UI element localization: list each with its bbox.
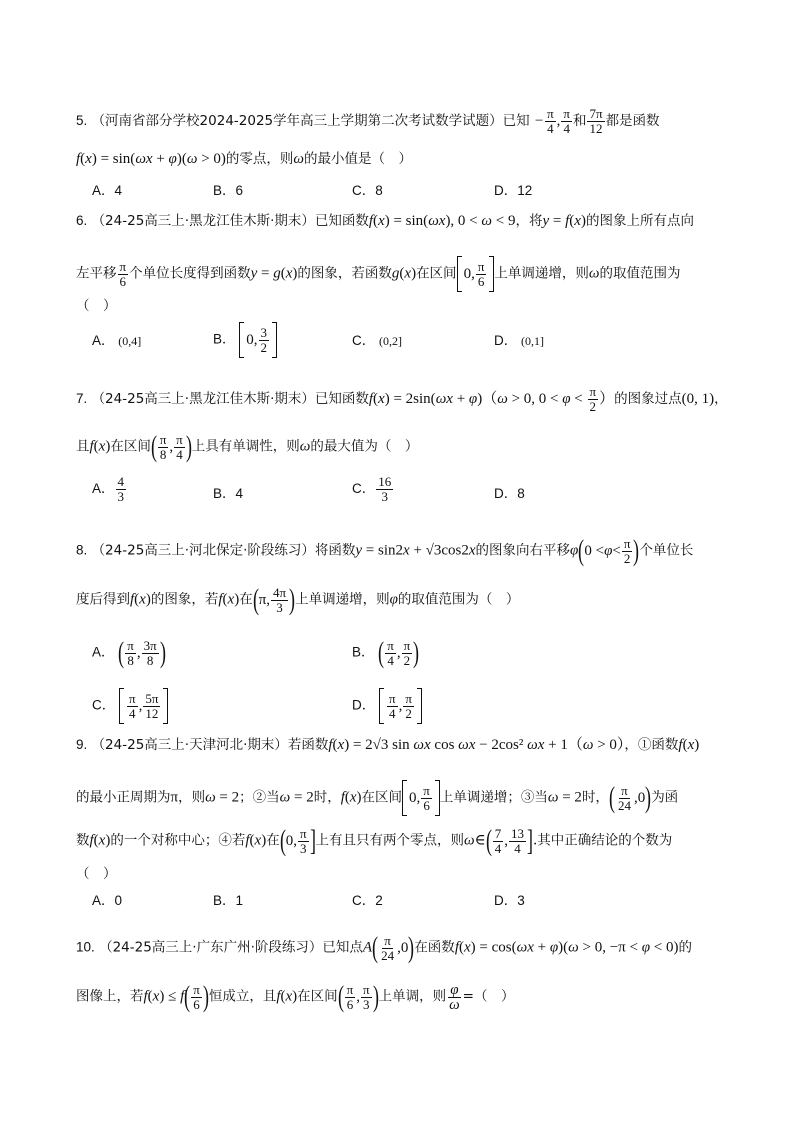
q9-text: 若函数 <box>287 737 329 753</box>
q9-option-a[interactable]: A．0 <box>92 893 123 908</box>
q8-text: 的图象向右平移 <box>475 542 571 559</box>
q10-number: 10. <box>76 939 95 955</box>
q8-text: 上单调递增，则 <box>295 591 390 608</box>
q5-frac-3: $\frac{7\pi}{12}$ <box>589 106 603 136</box>
q8-line-1: 8. （24-25高三上·河北保定·阶段练习）将函数y = sin2x + √3cos2x的图象向右平移φ ( 0 < φ < $\frac{\pi}{2}$ ) 个单位长 <box>76 534 694 567</box>
q8-text: 在 <box>239 591 253 608</box>
q5-line-1: 5. （河南省部分学校2024-2025学年高三上学期第二次考试数学试题）已知 − $\frac{\pi}{4}$ , $\frac{\pi}{4}$ 和 $\frac{7\pi}{12}$ 都是函数 <box>76 106 660 136</box>
q5-number: 5. <box>76 113 88 128</box>
q10-text: 在函数 <box>414 939 455 956</box>
q6-line-1: 6. （24-25高三上·黑龙江佳木斯·期末）已知函数f(x) = sin(ωx), 0 < ω < 9，将y = f(x)的图象上所有点向 <box>76 213 694 229</box>
q5-frac-1: $\frac{\pi}{4}$ <box>547 106 554 136</box>
q8-line-2: 度后得到f(x)的图象，若f(x)在 ( π, $\frac{4\pi}{3}$ ) 上单调递增，则φ的取值范围为（ ） <box>76 583 520 616</box>
q6-line-3 <box>76 295 740 317</box>
q10-source: （24-25高三上·广东广州·阶段练习） <box>99 939 323 956</box>
q6-number: 6. <box>76 213 88 228</box>
q6-option-b[interactable]: B． 0, $\frac{3}{2}$ <box>213 322 277 358</box>
q6-frac-shift: $\frac{\pi}{6}$ <box>119 258 127 289</box>
q7-line-2: 且f(x)在区间 ( $\frac{\pi}{8}$ , $\frac{\pi}{4}$ ) 上具有单调性，则ω的最大值为（ ） <box>76 430 419 463</box>
q9-text: ，则 <box>178 789 206 806</box>
q7-text: 在区间 <box>110 438 151 455</box>
q6-text: 的图象上所有点向 <box>585 213 694 229</box>
q5-text: 的零点，则 <box>225 151 294 167</box>
q9-text: 在区间 <box>361 789 403 806</box>
q7-text: 的图象过点 <box>614 391 682 407</box>
q9-line-4 <box>76 863 740 885</box>
q10-line-1: 10. （24-25高三上·广东广州·阶段练习）已知点A ( $\frac{\pi}{24}$ ,0 ) 在函数f(x) = cos(ωx + φ)(ω > 0, −π < φ < 0)的 <box>76 931 692 964</box>
q9-text: ；②当 <box>239 789 280 806</box>
q8-option-a[interactable]: A． ( $\frac{\pi}{8}$ , $\frac{3\pi}{8}$ ) <box>92 636 166 669</box>
q9-text: 上有且只有两个零点，则 <box>315 832 465 849</box>
q6-option-d[interactable]: D． (0,1] <box>494 333 545 348</box>
q8-text: 个单位长 <box>639 542 694 559</box>
q9-text: 为函 <box>651 789 679 806</box>
q5-frac-2: $\frac{\pi}{4}$ <box>563 106 570 136</box>
q5-option-c[interactable]: C．8 <box>352 183 383 198</box>
q9-text: 上单调递增；③当 <box>439 789 548 806</box>
q9-text: 时， <box>581 789 609 806</box>
q8-source: （24-25高三上·河北保定·阶段练习） <box>91 542 315 559</box>
q7-text: 且 <box>76 438 90 455</box>
q5-formula: f <box>76 151 81 167</box>
q8-option-b[interactable]: B． ( $\frac{\pi}{4}$ , $\frac{\pi}{2}$ ) <box>352 636 420 669</box>
q8-text: 的图象，若 <box>150 591 219 608</box>
q9-text: 的一个对称中心；④若 <box>110 832 246 849</box>
q6-source: （24-25高三上·黑龙江佳木斯·期末） <box>91 213 315 229</box>
q7-option-d[interactable]: D．8 <box>494 486 525 501</box>
q8-text: 度后得到 <box>76 591 130 608</box>
q8-text: 的取值范围为（ ） <box>397 591 520 608</box>
q6-text: 个单位长度得到函数 <box>129 265 251 282</box>
q9-text: ，①函数 <box>624 737 679 753</box>
q5-text: 都是函数 <box>605 113 660 129</box>
q6-interval: 0, $\frac{\pi}{6}$ <box>457 256 495 292</box>
q7-source: （24-25高三上·黑龙江佳木斯·期末） <box>91 391 315 407</box>
q6-line-2: 左平移 $\frac{\pi}{6}$ 个单位长度得到函数y = g(x)的图象，若函数g(x)在区间 0, $\frac{\pi}{6}$ 上单调递增，则ω的取值范围为 <box>76 256 740 292</box>
q9-option-b[interactable]: B．1 <box>213 893 244 908</box>
q6-text: 上单调递增，则 <box>494 265 589 282</box>
q6-text: 在区间 <box>416 265 457 282</box>
q7-option-c[interactable]: C． $\frac{16}{3}$ <box>352 474 392 504</box>
q10-line-2: 图像上，若f(x) ≤ f ( $\frac{\pi}{6}$ ) 恒成立，且f(x)在区间 ( $\frac{\pi}{6}$ , $\frac{\pi}{3}$ ) 上单调，则 $\frac{\varphi}{\omega}$ =（ ） <box>76 980 515 1013</box>
q7-number: 7. <box>76 391 88 406</box>
q9-blank: （ ） <box>76 866 117 882</box>
q5-text: 和 <box>572 113 587 129</box>
q5-source: （河南省部分学校2024-2025学年高三上学期第二次考试数学试题） <box>91 113 503 129</box>
q7-line-1: 7. （24-25高三上·黑龙江佳木斯·期末）已知函数f(x) = 2sin(ωx + φ)（ω > 0, 0 < φ < $\frac{\pi}{2}$ ）的图象过点(0, 1)， <box>76 384 728 414</box>
q5-option-d[interactable]: D．12 <box>494 183 533 198</box>
q5-option-a[interactable]: A．4 <box>92 183 123 198</box>
q9-text: 时， <box>313 789 341 806</box>
q9-text: .其中正确结论的个数为 <box>532 832 673 849</box>
q6-text: 左平移 <box>76 265 117 282</box>
q6-text: 的取值范围为 <box>599 265 681 282</box>
q8-option-d[interactable]: D． $\frac{\pi}{4}$ , $\frac{\pi}{2}$ <box>352 688 422 724</box>
q8-text: 将函数 <box>314 542 356 559</box>
q5-line-2: f(x) = sin(ωx + φ)(ω > 0)的零点，则ω的最小值是（ ） <box>76 151 412 167</box>
q10-text: =（ ） <box>462 988 515 1005</box>
q10-text: 的 <box>678 939 692 956</box>
q9-line-3: 数f(x)的一个对称中心；④若f(x)在 ( 0, $\frac{\pi}{3}$ ] 上有且只有两个零点，则ω∈ ( $\frac{7}{4}$ , $\frac{13}{4}$ ] .其中正确结论的个数为 <box>76 824 673 857</box>
q10-text: 图像上，若 <box>76 988 144 1005</box>
q8-interval: ( π, $\frac{4\pi}{3}$ ) <box>252 583 296 616</box>
q7-text: 上具有单调性，则 <box>191 438 300 455</box>
q7-text: 已知函数 <box>314 391 369 407</box>
q10-text: 已知点 <box>322 939 363 956</box>
q9-number: 9. <box>76 737 88 752</box>
q9-source: （24-25高三上·天津河北·期末） <box>91 737 288 753</box>
q7-text: 的最大值为（ ） <box>310 438 419 455</box>
q9-text: 的最小正周期为 <box>76 789 171 806</box>
q7-option-a[interactable]: A． $\frac{4}{3}$ <box>92 474 125 504</box>
q9-option-c[interactable]: C．2 <box>352 893 383 908</box>
q6-option-a[interactable]: A． (0,4] <box>92 333 142 348</box>
q6-text: ，将 <box>515 213 543 229</box>
q9-option-d[interactable]: D．3 <box>494 893 525 908</box>
q6-blank: （ ） <box>76 298 117 314</box>
q9-line-1: 9. （24-25高三上·天津河北·期末）若函数f(x) = 2√3 sin ωx cos ωx − 2cos² ωx + 1（ω > 0），①函数f(x) <box>76 737 700 753</box>
q8-number: 8. <box>76 542 88 558</box>
q6-text: 的图象，若函数 <box>297 265 392 282</box>
q8-option-c[interactable]: C． $\frac{\pi}{4}$ , $\frac{5\pi}{12}$ <box>92 688 168 724</box>
q7-interval: ( $\frac{\pi}{8}$ , $\frac{\pi}{4}$ ) <box>150 430 192 463</box>
q9-text: 在 <box>266 832 280 849</box>
q5-text: 已知 <box>502 113 530 129</box>
q9-text: 数 <box>76 832 90 849</box>
q6-text: 已知函数 <box>314 213 369 229</box>
q9-line-2: 的最小正周期为π，则ω = 2；②当ω = 2时，f(x)在区间 0, $\frac{\pi}{6}$ 上单调递增；③当ω = 2时， ( $\frac{\pi}{24}$ ,0 ) 为函 <box>76 781 679 814</box>
q10-text: 上单调，则 <box>378 988 447 1005</box>
q7-option-b[interactable]: B．4 <box>213 486 244 501</box>
q10-text: 恒成立，且 <box>208 988 277 1005</box>
q10-text: 在区间 <box>297 988 338 1005</box>
q5-text: 的最小值是（ ） <box>304 151 412 167</box>
q6-option-c[interactable]: C． (0,2] <box>352 333 403 348</box>
q5-option-b[interactable]: B．6 <box>213 183 244 198</box>
